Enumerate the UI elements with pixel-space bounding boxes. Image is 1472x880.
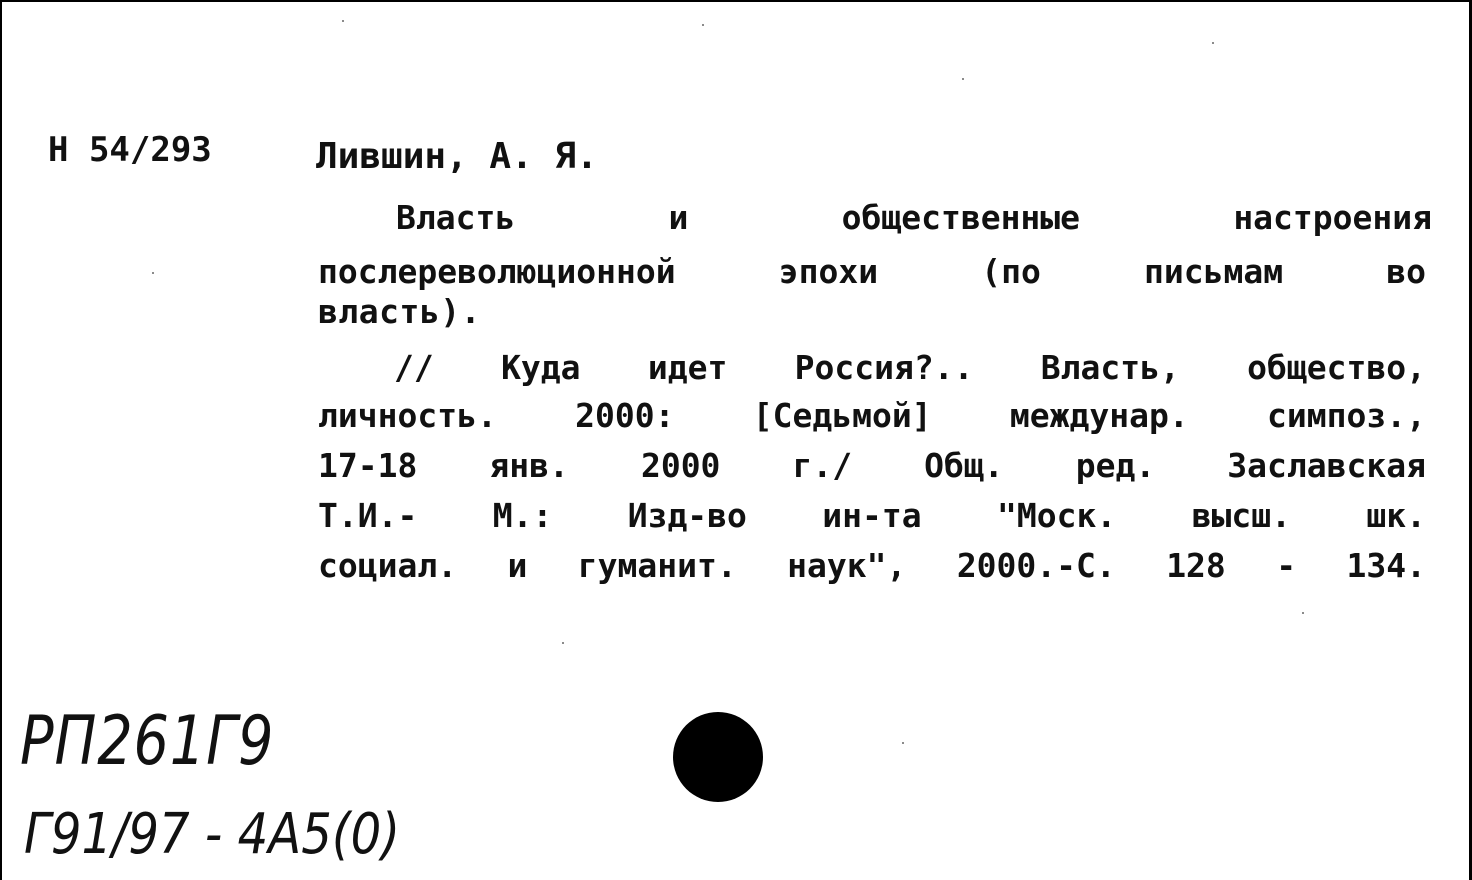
word: 128 <box>1166 546 1226 585</box>
source-line-3 <box>318 446 1426 485</box>
word: послереволюционной <box>318 252 676 291</box>
word: шк. <box>1366 496 1426 535</box>
word: янв. <box>489 446 569 485</box>
word: и <box>507 546 528 585</box>
word: ин-та <box>822 496 922 535</box>
word: - <box>1276 546 1297 585</box>
scan-speck <box>1212 42 1214 44</box>
title-line-3: власть). <box>318 292 481 331</box>
word: Т.И.- <box>318 496 418 535</box>
word: наук", <box>787 546 907 585</box>
scan-speck <box>342 20 344 22</box>
word: 17-18 <box>318 446 418 485</box>
source-line-4 <box>318 496 1426 535</box>
scan-speck <box>902 742 904 744</box>
word: Куда <box>501 348 581 387</box>
source-line-1 <box>394 348 1426 387</box>
word: высш. <box>1191 496 1291 535</box>
handwritten-call-number: РП261Г9 <box>20 702 275 781</box>
word: гуманит. <box>577 546 737 585</box>
word: симпоз., <box>1267 396 1426 435</box>
word: Власть, <box>1040 348 1180 387</box>
punch-hole-dot <box>673 712 763 802</box>
word: эпохи <box>778 252 879 291</box>
word: Изд-во <box>627 496 747 535</box>
word: Общ. <box>924 446 1004 485</box>
word: идет <box>647 348 728 387</box>
word: (по <box>981 252 1041 291</box>
word: Власть <box>396 198 516 237</box>
word: 2000: <box>575 396 675 435</box>
word: социал. <box>318 546 458 585</box>
word: междунар. <box>1009 396 1189 435</box>
scan-speck <box>962 78 964 80</box>
word: и <box>668 198 689 237</box>
scan-speck <box>152 272 154 274</box>
scan-speck <box>1302 612 1304 614</box>
scan-speck <box>562 642 564 644</box>
word: ред. <box>1075 446 1156 485</box>
word: личность. <box>318 396 497 435</box>
handwritten-classification: Г91/97 - 4А5(0) <box>24 802 401 867</box>
word: [Седьмой] <box>752 396 932 435</box>
word: письмам <box>1144 252 1284 291</box>
scan-speck <box>702 24 704 26</box>
word: общественные <box>841 198 1081 237</box>
title-line-1 <box>396 198 1432 237</box>
word: Россия?.. <box>794 348 974 387</box>
word: М.: <box>492 496 553 535</box>
author-heading: Лившин, А. Я. <box>316 136 598 177</box>
shelfmark: Н 54/293 <box>48 130 212 170</box>
word: 2000.-С. <box>956 546 1116 585</box>
word: 134. <box>1346 546 1426 585</box>
source-line-2 <box>318 396 1426 435</box>
title-line-2 <box>318 252 1426 291</box>
word: во <box>1386 252 1426 291</box>
word: Заславская <box>1227 446 1426 485</box>
source-line-5 <box>318 546 1426 585</box>
word: г./ <box>792 446 853 485</box>
word: общество, <box>1247 348 1426 387</box>
word: // <box>394 348 434 387</box>
word: 2000 <box>640 446 721 485</box>
word: настроения <box>1233 198 1432 237</box>
word: "Моск. <box>997 496 1117 535</box>
